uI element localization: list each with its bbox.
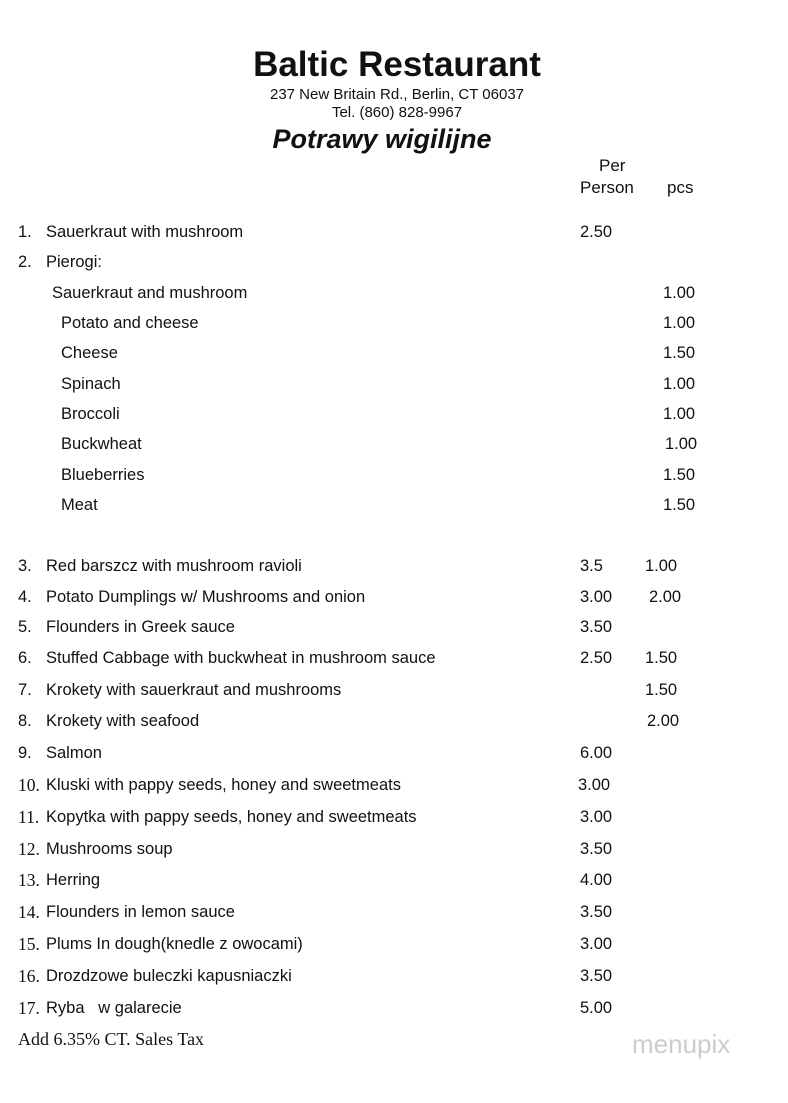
menu-item (0, 403, 788, 425)
item-price-per-person: 5.00 (580, 999, 613, 1017)
item-name: Spinach (61, 375, 121, 393)
item-price-per-person: 3.00 (580, 808, 613, 826)
item-name: Sauerkraut with mushroom (46, 223, 244, 241)
item-price-per-piece: 1.50 (663, 344, 696, 362)
item-number: 14. (18, 902, 40, 922)
item-name: Salmon (46, 744, 102, 762)
item-name: Herring (46, 871, 101, 889)
menu-item (0, 774, 788, 796)
column-header-per: Per (599, 156, 626, 175)
item-number: 7. (18, 681, 32, 699)
item-name: Pierogi: (46, 253, 102, 271)
item-name: Cheese (61, 344, 118, 362)
item-price-per-piece: 1.00 (663, 375, 696, 393)
menu-item (0, 838, 788, 860)
item-price-per-piece: 1.50 (663, 466, 696, 484)
menu-item (0, 494, 788, 516)
item-number: 15. (18, 934, 40, 954)
item-price-per-person: 6.00 (580, 744, 613, 762)
item-number: 3. (18, 557, 32, 575)
item-name: Kopytka with pappy seeds, honey and sweetmeats (46, 808, 417, 826)
item-price-per-piece: 2.00 (647, 712, 680, 730)
item-price-per-person: 3.00 (580, 935, 613, 953)
item-number: 12. (18, 839, 40, 859)
item-price-per-piece: 1.00 (665, 435, 698, 453)
menu-item (0, 312, 788, 334)
item-name: Meat (61, 496, 98, 514)
menu-item (0, 901, 788, 923)
item-price-per-person: 3.50 (580, 967, 613, 985)
item-price-per-piece: 1.50 (645, 681, 678, 699)
restaurant-phone: Tel. (860) 828-9967 (331, 104, 463, 121)
item-price-per-person: 3.50 (580, 840, 613, 858)
watermark-logo: menupix (632, 1029, 731, 1059)
menu-item (0, 555, 788, 577)
sales-tax-note: Add 6.35% CT. Sales Tax (18, 1029, 205, 1049)
item-name: Mushrooms soup (46, 840, 173, 858)
item-number: 8. (18, 712, 32, 730)
item-price-per-piece: 2.00 (649, 588, 682, 606)
menu-subtitle: Potrawy wigilijne (272, 124, 492, 154)
menu-item (0, 933, 788, 955)
menu-item (0, 282, 788, 304)
item-price-per-person: 4.00 (580, 871, 613, 889)
item-price-per-person: 3.00 (578, 776, 611, 794)
item-price-per-piece: 1.00 (663, 284, 696, 302)
item-name: Red barszcz with mushroom ravioli (46, 557, 302, 575)
menu-item (0, 251, 788, 273)
menu-item (0, 806, 788, 828)
menu-item (0, 869, 788, 891)
item-name: Flounders in Greek sauce (46, 618, 235, 636)
column-header-person: Person (580, 178, 634, 197)
menu-item (0, 464, 788, 486)
item-price-per-person: 3.50 (580, 903, 613, 921)
item-number: 4. (18, 588, 32, 606)
menu-item (0, 342, 788, 364)
item-name: Stuffed Cabbage with buckwheat in mushroom sauce (46, 649, 436, 667)
item-name: Sauerkraut and mushroom (52, 284, 248, 302)
item-price-per-person: 2.50 (580, 649, 613, 667)
item-number: 1. (18, 223, 32, 241)
item-price-per-piece: 1.00 (663, 405, 696, 423)
menu-item (0, 679, 788, 701)
item-name: Broccoli (61, 405, 120, 423)
item-name: Plums In dough(knedle z owocami) (46, 935, 303, 953)
menu-item (0, 742, 788, 764)
menu-item (0, 586, 788, 608)
item-name: Potato Dumplings w/ Mushrooms and onion (46, 588, 366, 606)
item-number: 2. (18, 253, 32, 271)
menu-item (0, 616, 788, 638)
menu-item (0, 710, 788, 732)
item-name: Blueberries (61, 466, 145, 484)
restaurant-name: Baltic Restaurant (253, 45, 541, 84)
menu-item (0, 647, 788, 669)
item-number: 5. (18, 618, 32, 636)
menu-item (0, 997, 788, 1019)
item-price-per-piece: 1.50 (663, 496, 696, 514)
item-name: Krokety with seafood (46, 712, 200, 730)
item-number: 16. (18, 966, 40, 986)
menu-item (0, 373, 788, 395)
column-header-pcs: pcs (667, 178, 694, 197)
item-name: Flounders in lemon sauce (46, 903, 235, 921)
item-number: 10. (18, 775, 40, 795)
item-name: Potato and cheese (61, 314, 199, 332)
item-price-per-person: 2.50 (580, 223, 613, 241)
menu-item (0, 433, 788, 455)
item-name: Buckwheat (61, 435, 142, 453)
item-number: 9. (18, 744, 32, 762)
item-number: 13. (18, 870, 40, 890)
menu-item (0, 965, 788, 987)
item-price-per-person: 3.50 (580, 618, 613, 636)
item-price-per-piece: 1.50 (645, 649, 678, 667)
item-number: 11. (18, 807, 40, 827)
item-price-per-piece: 1.00 (645, 557, 678, 575)
item-number: 17. (18, 998, 40, 1018)
menu-item (0, 221, 788, 243)
item-name: Krokety with sauerkraut and mushrooms (46, 681, 342, 699)
item-name: Ryba w galarecie (46, 999, 182, 1017)
item-price-per-piece: 1.00 (663, 314, 696, 332)
item-number: 6. (18, 649, 32, 667)
item-price-per-person: 3.5 (580, 557, 603, 575)
item-name: Kluski with pappy seeds, honey and sweetmeats (46, 776, 401, 794)
item-name: Drozdzowe buleczki kapusniaczki (46, 967, 292, 985)
item-price-per-person: 3.00 (580, 588, 613, 606)
restaurant-address: 237 New Britain Rd., Berlin, CT 06037 (269, 86, 525, 103)
